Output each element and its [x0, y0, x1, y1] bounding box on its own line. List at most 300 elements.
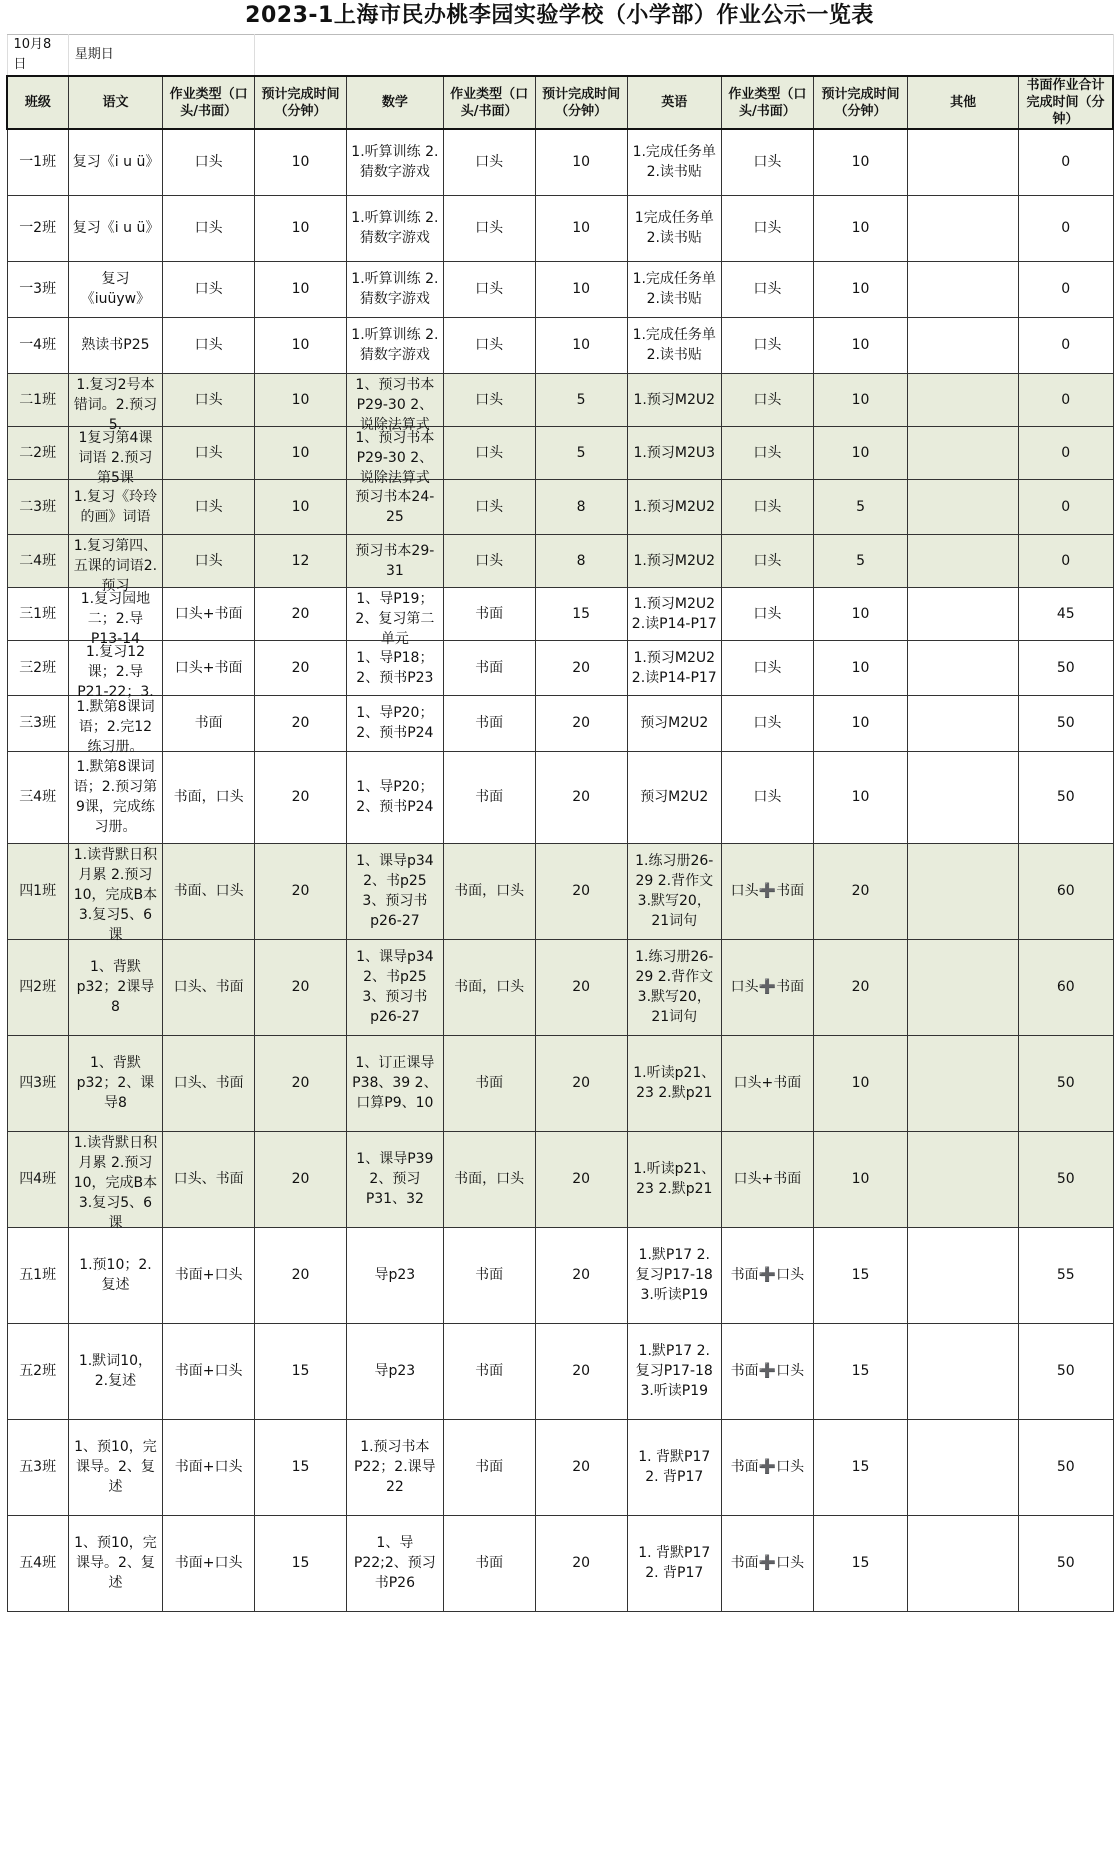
chinese-time-text: 20 [291, 605, 310, 622]
total-text: 0 [1061, 154, 1071, 171]
chinese-cell [68, 1323, 162, 1419]
total-cell [1019, 587, 1113, 640]
table-row [7, 129, 1113, 195]
english-time-text: 15 [851, 1555, 870, 1571]
english-time-text: 10 [851, 789, 870, 805]
english-type-text: 口头 [753, 154, 782, 171]
header-english-time: 预计完成时间（分钟） [813, 76, 907, 129]
chinese-type-cell [163, 1227, 255, 1323]
total-cell [1019, 1131, 1113, 1227]
math-time-text: 20 [572, 659, 591, 676]
chinese-time-text: 10 [291, 498, 310, 515]
english-type-text: 口头 [753, 789, 782, 805]
english-text: 1.预习M2U3 [633, 444, 716, 461]
math-type-cell [443, 843, 535, 939]
math-cell [347, 1419, 444, 1515]
class-text: 五3班 [19, 1459, 57, 1475]
math-time-text: 5 [576, 391, 586, 408]
other-cell [908, 1419, 1019, 1515]
chinese-time-text: 10 [291, 281, 310, 297]
class-text: 五2班 [19, 1363, 57, 1379]
math-time-text: 20 [572, 1267, 591, 1283]
class-cell [7, 1419, 68, 1515]
total-text: 0 [1061, 337, 1071, 353]
table-row [7, 1323, 1113, 1419]
math-time-cell [535, 751, 627, 843]
chinese-cell [68, 1131, 162, 1231]
class-text: 二2班 [19, 444, 57, 461]
math-time-text: 8 [576, 552, 586, 569]
total-text: 50 [1056, 1459, 1075, 1475]
class-cell [7, 640, 68, 695]
chinese-text: 熟读书P25 [81, 337, 150, 353]
total-cell [1019, 426, 1113, 479]
math-cell [347, 129, 444, 195]
table-row [7, 1035, 1113, 1131]
math-type-text: 书面 [475, 1267, 504, 1283]
english-time-cell [813, 317, 907, 373]
english-text: 预习M2U2 [640, 789, 709, 805]
english-type-text: 口头➕书面 [730, 883, 805, 899]
math-text: 预习书本24-25 [355, 488, 435, 525]
class-cell [7, 695, 68, 751]
total-cell [1019, 479, 1113, 534]
chinese-time-text: 20 [291, 659, 310, 676]
math-cell [347, 1515, 444, 1611]
english-type-text: 口头 [753, 220, 782, 236]
english-text: 1.默P17 2.复习P17-18 3.听读P19 [635, 1343, 713, 1399]
english-time-text: 10 [851, 715, 870, 731]
math-text: 1、导P20；2、预书P24 [356, 705, 434, 741]
english-cell [627, 534, 721, 587]
english-type-text: 书面➕口头 [730, 1555, 805, 1571]
chinese-time-text: 10 [291, 391, 310, 408]
english-type-cell [721, 843, 813, 939]
chinese-text: 复习《iuüyw》 [80, 271, 151, 307]
english-type-text: 书面➕口头 [730, 1459, 805, 1475]
total-cell [1019, 1227, 1113, 1323]
class-cell [7, 479, 68, 534]
english-time-cell [813, 1035, 907, 1131]
class-cell [7, 261, 68, 317]
chinese-cell [68, 195, 162, 261]
english-text: 1.练习册26-29 2.背作文 3.默写20，21词句 [635, 853, 714, 929]
math-time-text: 20 [572, 1363, 591, 1379]
total-text: 50 [1056, 789, 1075, 805]
chinese-time-cell [255, 534, 347, 587]
math-text: 1、导P18；2、预书P23 [356, 649, 434, 686]
math-time-cell [535, 695, 627, 751]
math-type-text: 书面 [475, 1459, 504, 1475]
class-cell [7, 1035, 68, 1131]
chinese-cell [68, 317, 162, 373]
chinese-time-cell [255, 751, 347, 843]
english-time-text: 20 [851, 883, 870, 899]
math-cell [347, 1131, 444, 1227]
chinese-type-cell [163, 195, 255, 261]
header-total: 书面作业合计完成时间（分钟） [1019, 76, 1113, 129]
chinese-type-cell [163, 261, 255, 317]
math-cell [347, 261, 444, 317]
math-time-text: 20 [572, 789, 591, 805]
english-cell [627, 261, 721, 317]
chinese-text: 1.复习2号本错词。2.预习5. [73, 377, 158, 433]
math-cell [347, 843, 444, 939]
class-text: 四2班 [19, 979, 57, 995]
english-cell [627, 1035, 721, 1131]
chinese-type-text: 口头 [194, 281, 223, 297]
math-time-cell [535, 1131, 627, 1227]
english-time-text: 10 [851, 1075, 870, 1091]
table-row [7, 640, 1113, 695]
class-cell [7, 1131, 68, 1227]
english-type-cell [721, 261, 813, 317]
weekday-cell [68, 35, 254, 77]
math-type-cell [443, 479, 535, 534]
table-row [7, 479, 1113, 534]
english-type-cell [721, 751, 813, 843]
english-text: 1.预习M2U2 [633, 498, 716, 515]
english-type-text: 口头 [753, 391, 782, 408]
total-text: 60 [1056, 883, 1075, 899]
english-cell [627, 195, 721, 261]
english-text: 1.听读p21、23 2.默p21 [633, 1161, 716, 1197]
math-type-text: 口头 [475, 552, 504, 569]
total-cell [1019, 1323, 1113, 1419]
chinese-time-text: 10 [291, 444, 310, 461]
math-text: 导p23 [374, 1267, 416, 1283]
chinese-cell [68, 479, 162, 534]
chinese-type-cell [163, 1035, 255, 1131]
total-cell [1019, 695, 1113, 751]
math-type-cell [443, 534, 535, 587]
math-type-cell [443, 939, 535, 1035]
math-type-cell [443, 373, 535, 426]
english-time-cell [813, 373, 907, 426]
math-text: 导p23 [374, 1363, 416, 1379]
math-text: 1、预习书本P29-30 2、说除法算式 [355, 430, 435, 486]
chinese-time-text: 15 [291, 1555, 310, 1571]
english-text: 1.默P17 2.复习P17-18 3.听读P19 [635, 1247, 713, 1303]
chinese-time-text: 20 [291, 883, 310, 899]
chinese-text: 1复习第4课词语 2.预习第5课 [78, 430, 153, 486]
math-time-text: 20 [572, 1075, 591, 1091]
chinese-type-cell [163, 534, 255, 587]
total-cell [1019, 534, 1113, 587]
homework-table [6, 34, 1114, 1612]
class-cell [7, 1515, 68, 1611]
math-type-text: 口头 [475, 337, 504, 353]
chinese-time-cell [255, 939, 347, 1035]
math-time-cell [535, 426, 627, 479]
math-type-text: 口头 [475, 154, 504, 171]
chinese-type-cell [163, 1323, 255, 1419]
class-cell [7, 195, 68, 261]
english-type-cell [721, 939, 813, 1035]
math-type-cell [443, 640, 535, 695]
math-time-cell [535, 587, 627, 640]
english-type-cell [721, 479, 813, 534]
math-cell [347, 1227, 444, 1323]
class-text: 一1班 [19, 154, 57, 171]
chinese-text: 1.默词10，2.复述 [78, 1353, 153, 1389]
chinese-time-text: 20 [291, 715, 310, 731]
english-cell [627, 1419, 721, 1515]
english-type-cell [721, 426, 813, 479]
math-cell [347, 751, 444, 843]
english-type-cell [721, 195, 813, 261]
total-text: 0 [1061, 444, 1071, 461]
math-cell [347, 640, 444, 695]
english-time-cell [813, 1515, 907, 1611]
chinese-type-text: 书面 [194, 715, 223, 731]
chinese-type-cell [163, 317, 255, 373]
math-time-cell [535, 479, 627, 534]
class-text: 三3班 [19, 715, 57, 731]
total-text: 50 [1056, 715, 1075, 731]
english-type-text: 口头 [753, 498, 782, 515]
chinese-time-text: 20 [291, 1267, 310, 1283]
english-type-text: 口头+书面 [733, 1075, 802, 1091]
date-row-blank [255, 35, 1113, 77]
math-type-text: 口头 [475, 220, 504, 236]
class-text: 三4班 [19, 789, 57, 805]
table-row [7, 587, 1113, 640]
math-text: 1、预习书本P29-30 2、说除法算式 [355, 377, 435, 433]
english-cell [627, 1323, 721, 1419]
english-text: 1.预习M2U2 2.读P14-P17 [631, 649, 717, 686]
math-time-cell [535, 129, 627, 195]
chinese-type-cell [163, 1419, 255, 1515]
english-time-cell [813, 587, 907, 640]
other-cell [908, 195, 1019, 261]
math-time-text: 10 [572, 154, 591, 171]
english-time-text: 10 [851, 337, 870, 353]
english-text: 1.预习M2U2 2.读P14-P17 [631, 595, 717, 632]
class-text: 二4班 [19, 552, 57, 569]
chinese-cell [68, 426, 162, 486]
other-cell [908, 129, 1019, 195]
math-cell [347, 1323, 444, 1419]
other-cell [908, 587, 1019, 640]
total-text: 0 [1061, 498, 1071, 515]
english-type-text: 口头 [753, 337, 782, 353]
english-time-text: 15 [851, 1459, 870, 1475]
chinese-type-cell [163, 426, 255, 479]
total-text: 50 [1056, 659, 1075, 676]
math-type-text: 书面 [475, 659, 504, 676]
date-cell: 10月8日 [7, 35, 68, 77]
math-time-text: 20 [572, 1171, 591, 1187]
total-text: 50 [1056, 1171, 1075, 1187]
math-time-text: 10 [572, 220, 591, 236]
total-text: 0 [1061, 552, 1071, 569]
math-cell [347, 426, 444, 486]
other-cell [908, 939, 1019, 1035]
total-cell [1019, 317, 1113, 373]
math-type-cell [443, 1035, 535, 1131]
total-text: 45 [1056, 605, 1075, 622]
chinese-time-cell [255, 373, 347, 426]
chinese-time-cell [255, 640, 347, 695]
other-cell [908, 479, 1019, 534]
english-type-cell [721, 587, 813, 640]
math-time-cell [535, 534, 627, 587]
class-cell [7, 426, 68, 479]
total-cell [1019, 939, 1113, 1035]
math-text: 1、课导P39 2、预习P31、32 [356, 1151, 434, 1207]
chinese-type-text: 口头、书面 [173, 1171, 244, 1187]
chinese-time-text: 10 [291, 337, 310, 353]
math-time-cell [535, 195, 627, 261]
other-cell [908, 640, 1019, 695]
english-time-cell [813, 426, 907, 479]
chinese-type-text: 口头+书面 [174, 659, 243, 676]
math-type-text: 书面 [475, 605, 504, 622]
class-text: 四3班 [19, 1075, 57, 1091]
math-type-text: 书面 [475, 789, 504, 805]
english-type-text: 书面➕口头 [730, 1267, 805, 1283]
chinese-type-text: 书面+口头 [174, 1555, 243, 1571]
header-chinese-time: 预计完成时间（分钟） [255, 76, 347, 129]
total-text: 50 [1056, 1363, 1075, 1379]
math-cell [347, 195, 444, 261]
english-type-cell [721, 1323, 813, 1419]
math-cell [347, 534, 444, 587]
chinese-cell [68, 1035, 162, 1131]
math-type-cell [443, 695, 535, 751]
math-time-text: 10 [572, 337, 591, 353]
chinese-time-cell [255, 1515, 347, 1611]
class-cell [7, 587, 68, 640]
chinese-cell [68, 751, 162, 843]
total-cell [1019, 751, 1113, 843]
math-text: 1、导P19；2、复习第二单元 [355, 591, 435, 647]
other-cell [908, 695, 1019, 751]
chinese-type-cell [163, 129, 255, 195]
header-chinese-type: 作业类型（口头/书面） [163, 76, 255, 129]
chinese-text: 1.默第8课词语；2.预习第9课，完成练习册。 [73, 759, 158, 835]
total-text: 50 [1056, 1075, 1075, 1091]
english-cell [627, 843, 721, 939]
table-row [7, 534, 1113, 587]
math-type-text: 口头 [475, 391, 504, 408]
math-text: 1.预习书本P22；2.课导22 [354, 1439, 436, 1495]
english-time-cell [813, 534, 907, 587]
english-cell [627, 1227, 721, 1323]
class-cell [7, 751, 68, 843]
chinese-type-text: 书面+口头 [174, 1459, 243, 1475]
chinese-type-text: 口头 [194, 220, 223, 236]
math-time-text: 5 [576, 444, 586, 461]
english-time-cell [813, 195, 907, 261]
english-time-cell [813, 640, 907, 695]
english-time-cell [813, 939, 907, 1035]
total-text: 55 [1056, 1267, 1075, 1283]
chinese-type-text: 书面，口头 [173, 789, 244, 805]
english-time-text: 5 [856, 552, 865, 569]
math-time-text: 20 [572, 979, 591, 995]
math-cell [347, 373, 444, 433]
math-type-text: 书面 [475, 715, 504, 731]
math-text: 1.听算训练 2.猜数字游戏 [351, 271, 439, 307]
total-cell [1019, 1035, 1113, 1131]
math-type-cell [443, 195, 535, 261]
chinese-time-cell [255, 587, 347, 640]
chinese-text: 1.复习第四、五课的词语2.预习 [73, 538, 158, 594]
chinese-type-cell [163, 373, 255, 426]
total-text: 0 [1061, 220, 1071, 236]
other-cell [908, 843, 1019, 939]
chinese-text: 1.读背默日积月累 2.预习10，完成B本 3.复习5、6课 [73, 1135, 158, 1231]
total-cell [1019, 843, 1113, 939]
english-time-cell [813, 1131, 907, 1227]
english-time-cell [813, 751, 907, 843]
chinese-text: 复习《i u ü》 [72, 154, 160, 171]
other-cell [908, 1131, 1019, 1227]
english-time-text: 10 [851, 444, 870, 461]
class-text: 五4班 [19, 1555, 57, 1571]
chinese-time-text: 10 [291, 154, 310, 171]
chinese-text: 1.默第8课词语；2.完12练习册。 [76, 699, 155, 755]
chinese-time-text: 12 [291, 552, 310, 569]
english-cell [627, 1131, 721, 1227]
chinese-time-cell [255, 129, 347, 195]
math-type-cell [443, 1419, 535, 1515]
math-time-cell [535, 640, 627, 695]
header-class: 班级 [7, 76, 68, 129]
chinese-text: 复习《i u ü》 [72, 220, 160, 236]
total-cell [1019, 1515, 1113, 1611]
english-type-cell [721, 1035, 813, 1131]
chinese-text: 1、预10，完课导。2、复述 [74, 1535, 157, 1591]
math-time-text: 10 [572, 281, 591, 297]
english-time-text: 15 [851, 1267, 870, 1283]
chinese-cell [68, 939, 162, 1035]
chinese-cell [68, 1227, 162, 1323]
math-text: 1.听算训练 2.猜数字游戏 [351, 210, 439, 246]
math-text: 1、订正课导P38、39 2、口算P9、10 [352, 1055, 438, 1111]
english-type-cell [721, 695, 813, 751]
other-cell [908, 373, 1019, 426]
english-type-cell [721, 1515, 813, 1611]
class-text: 三2班 [19, 659, 57, 676]
chinese-text: 1.复习12课；2.导P21-22；3. [77, 644, 154, 700]
english-cell [627, 129, 721, 195]
chinese-cell [68, 1419, 162, 1515]
other-cell [908, 1227, 1019, 1323]
chinese-cell [68, 695, 162, 755]
header-math-time: 预计完成时间（分钟） [535, 76, 627, 129]
english-time-text: 10 [851, 1171, 870, 1187]
total-cell [1019, 195, 1113, 261]
english-time-text: 20 [851, 979, 870, 995]
chinese-type-text: 口头、书面 [173, 1075, 244, 1091]
english-type-cell [721, 640, 813, 695]
total-text: 60 [1056, 979, 1075, 995]
english-type-cell [721, 1419, 813, 1515]
math-type-text: 书面 [475, 1075, 504, 1091]
math-time-cell [535, 843, 627, 939]
math-type-cell [443, 1227, 535, 1323]
english-cell [627, 426, 721, 479]
total-text: 0 [1061, 391, 1071, 408]
english-type-text: 口头 [753, 659, 782, 676]
chinese-time-cell [255, 695, 347, 751]
other-cell [908, 317, 1019, 373]
math-text: 预习书本29-31 [355, 542, 435, 579]
math-time-text: 15 [572, 605, 591, 622]
